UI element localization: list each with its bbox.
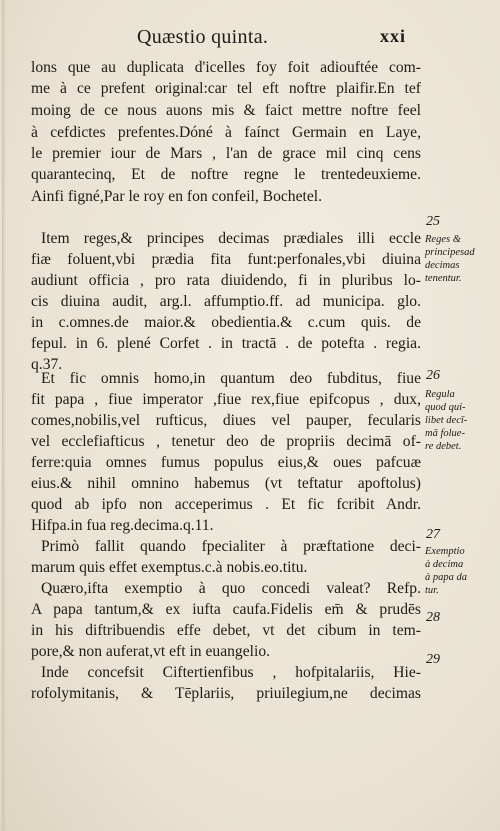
margin-note-line: à decima	[425, 559, 464, 570]
margin-note-line: à papa da	[425, 572, 467, 583]
text-line: le premier iour de Mars , l'an de grace mil cinq cens	[31, 145, 421, 162]
text-line: quod ab ipfo non acceperimus . Et fic fcribit Andr.	[31, 496, 421, 513]
margin-note-line: tenentur.	[425, 273, 462, 284]
text-line: q.37.	[31, 356, 63, 373]
running-title: Quæstio quinta.	[137, 26, 269, 48]
margin-note-line: decimas	[425, 260, 460, 271]
text-line: pore,& non auferat,vt eft in euangelio.	[31, 643, 271, 660]
margin-note-27	[425, 545, 497, 597]
margin-note-line: Exemptio	[425, 546, 465, 557]
text-line: audiunt officia , pro rata diuidendo, fi in pluribus lo-	[31, 272, 421, 289]
margin-number-28: 28	[426, 610, 440, 625]
text-line: in his diftribuendis effe debet, vt det cibum in tem-	[31, 622, 421, 639]
text-line: lons que au duplicata d'icelles foy foit adiouftée com-	[31, 59, 421, 76]
text-line: in c.omnes.de maior.& obedientia.& c.cum quis. de	[31, 314, 421, 331]
margin-number-29: 29	[426, 652, 440, 667]
text-line: Ainfi figné,Par le roy en fon confeil, Bochetel.	[31, 188, 322, 205]
text-line: Hifpa.in fua reg.decima.q.11.	[31, 517, 214, 534]
page-header	[0, 26, 500, 52]
margin-note-26	[425, 388, 497, 453]
text-line: marum quis effet exemptus.c.à nobis.eo.titu.	[31, 559, 308, 576]
text-line: quarantecinq, Et de noftre regne le trentedeuxieme.	[31, 166, 421, 183]
text-line: fepul. in 6. plené Corfet . in tractā . de potefta . regia.	[31, 335, 421, 352]
page-edge-shadow	[2, 0, 6, 831]
margin-note-line: Regula	[425, 389, 455, 400]
text-line: Et fic omnis homo,in quantum deo fubditus, fiue	[41, 370, 421, 387]
margin-number-27: 27	[426, 527, 440, 542]
margin-note-line: tur.	[425, 585, 439, 596]
margin-note-25	[425, 233, 497, 285]
margin-note-line: libet decī-	[425, 415, 468, 426]
text-line: ferre:quia omnes fumus populus eius,& oues pafcuæ	[31, 454, 421, 471]
text-line: Quæro,ifta exemptio à quo concedi valeat? Refp.	[41, 580, 421, 597]
text-line: vel ecclefiafticus , tenetur deo de propriis decimā of-	[31, 433, 421, 450]
text-line: Item reges,& principes decimas prædiales illi eccle	[41, 230, 421, 247]
text-line: moing de ce nous auons mis & faict mettre noftre feel	[31, 102, 421, 119]
text-line: fit papa , fiue imperator ,fiue rex,fiue epifcopus , dux,	[31, 391, 421, 408]
text-line: cis diuina audit, arg.l. affumptio.ff. ad municipa. glo.	[31, 293, 421, 310]
text-line: me à ce prefent original:car tel eft noftre plaifir.En tef	[31, 80, 421, 97]
text-line: A papa tantum,& ex iufta caufa.Fidelis em̄ & prudēs	[31, 601, 421, 618]
text-line: comes,nobilis,vel rufticus, diues vel pauper, fecularis	[31, 412, 421, 429]
margin-note-line: quod qui-	[425, 402, 466, 413]
text-line: eius.& nihil omnino habemus (vt teftatur apoftolus)	[31, 475, 421, 492]
text-line: Primò fallit quando fpecialiter à præftatione deci-	[41, 538, 421, 555]
text-line: rofolymitanis, & Tēplariis, priuilegium,ne decimas	[31, 685, 421, 702]
folio-number: xxi	[380, 26, 407, 46]
text-line: Inde concefsit Ciftertienfibus , hofpitalariis, Hie-	[41, 664, 421, 681]
margin-note-line: mā folue-	[425, 428, 465, 439]
margin-number-26: 26	[426, 368, 440, 383]
margin-note-line: Reges &	[425, 234, 461, 245]
text-line: à cefdictes prefentes.Dóné à faínct Germain en Laye,	[31, 124, 421, 141]
margin-note-line: principesad	[425, 247, 475, 258]
margin-number-25: 25	[426, 214, 440, 229]
text-line: fiæ foluent,vbi prædia fita funt:perfonales,vbi diuina	[31, 251, 421, 268]
margin-note-line: re debet.	[425, 441, 462, 452]
